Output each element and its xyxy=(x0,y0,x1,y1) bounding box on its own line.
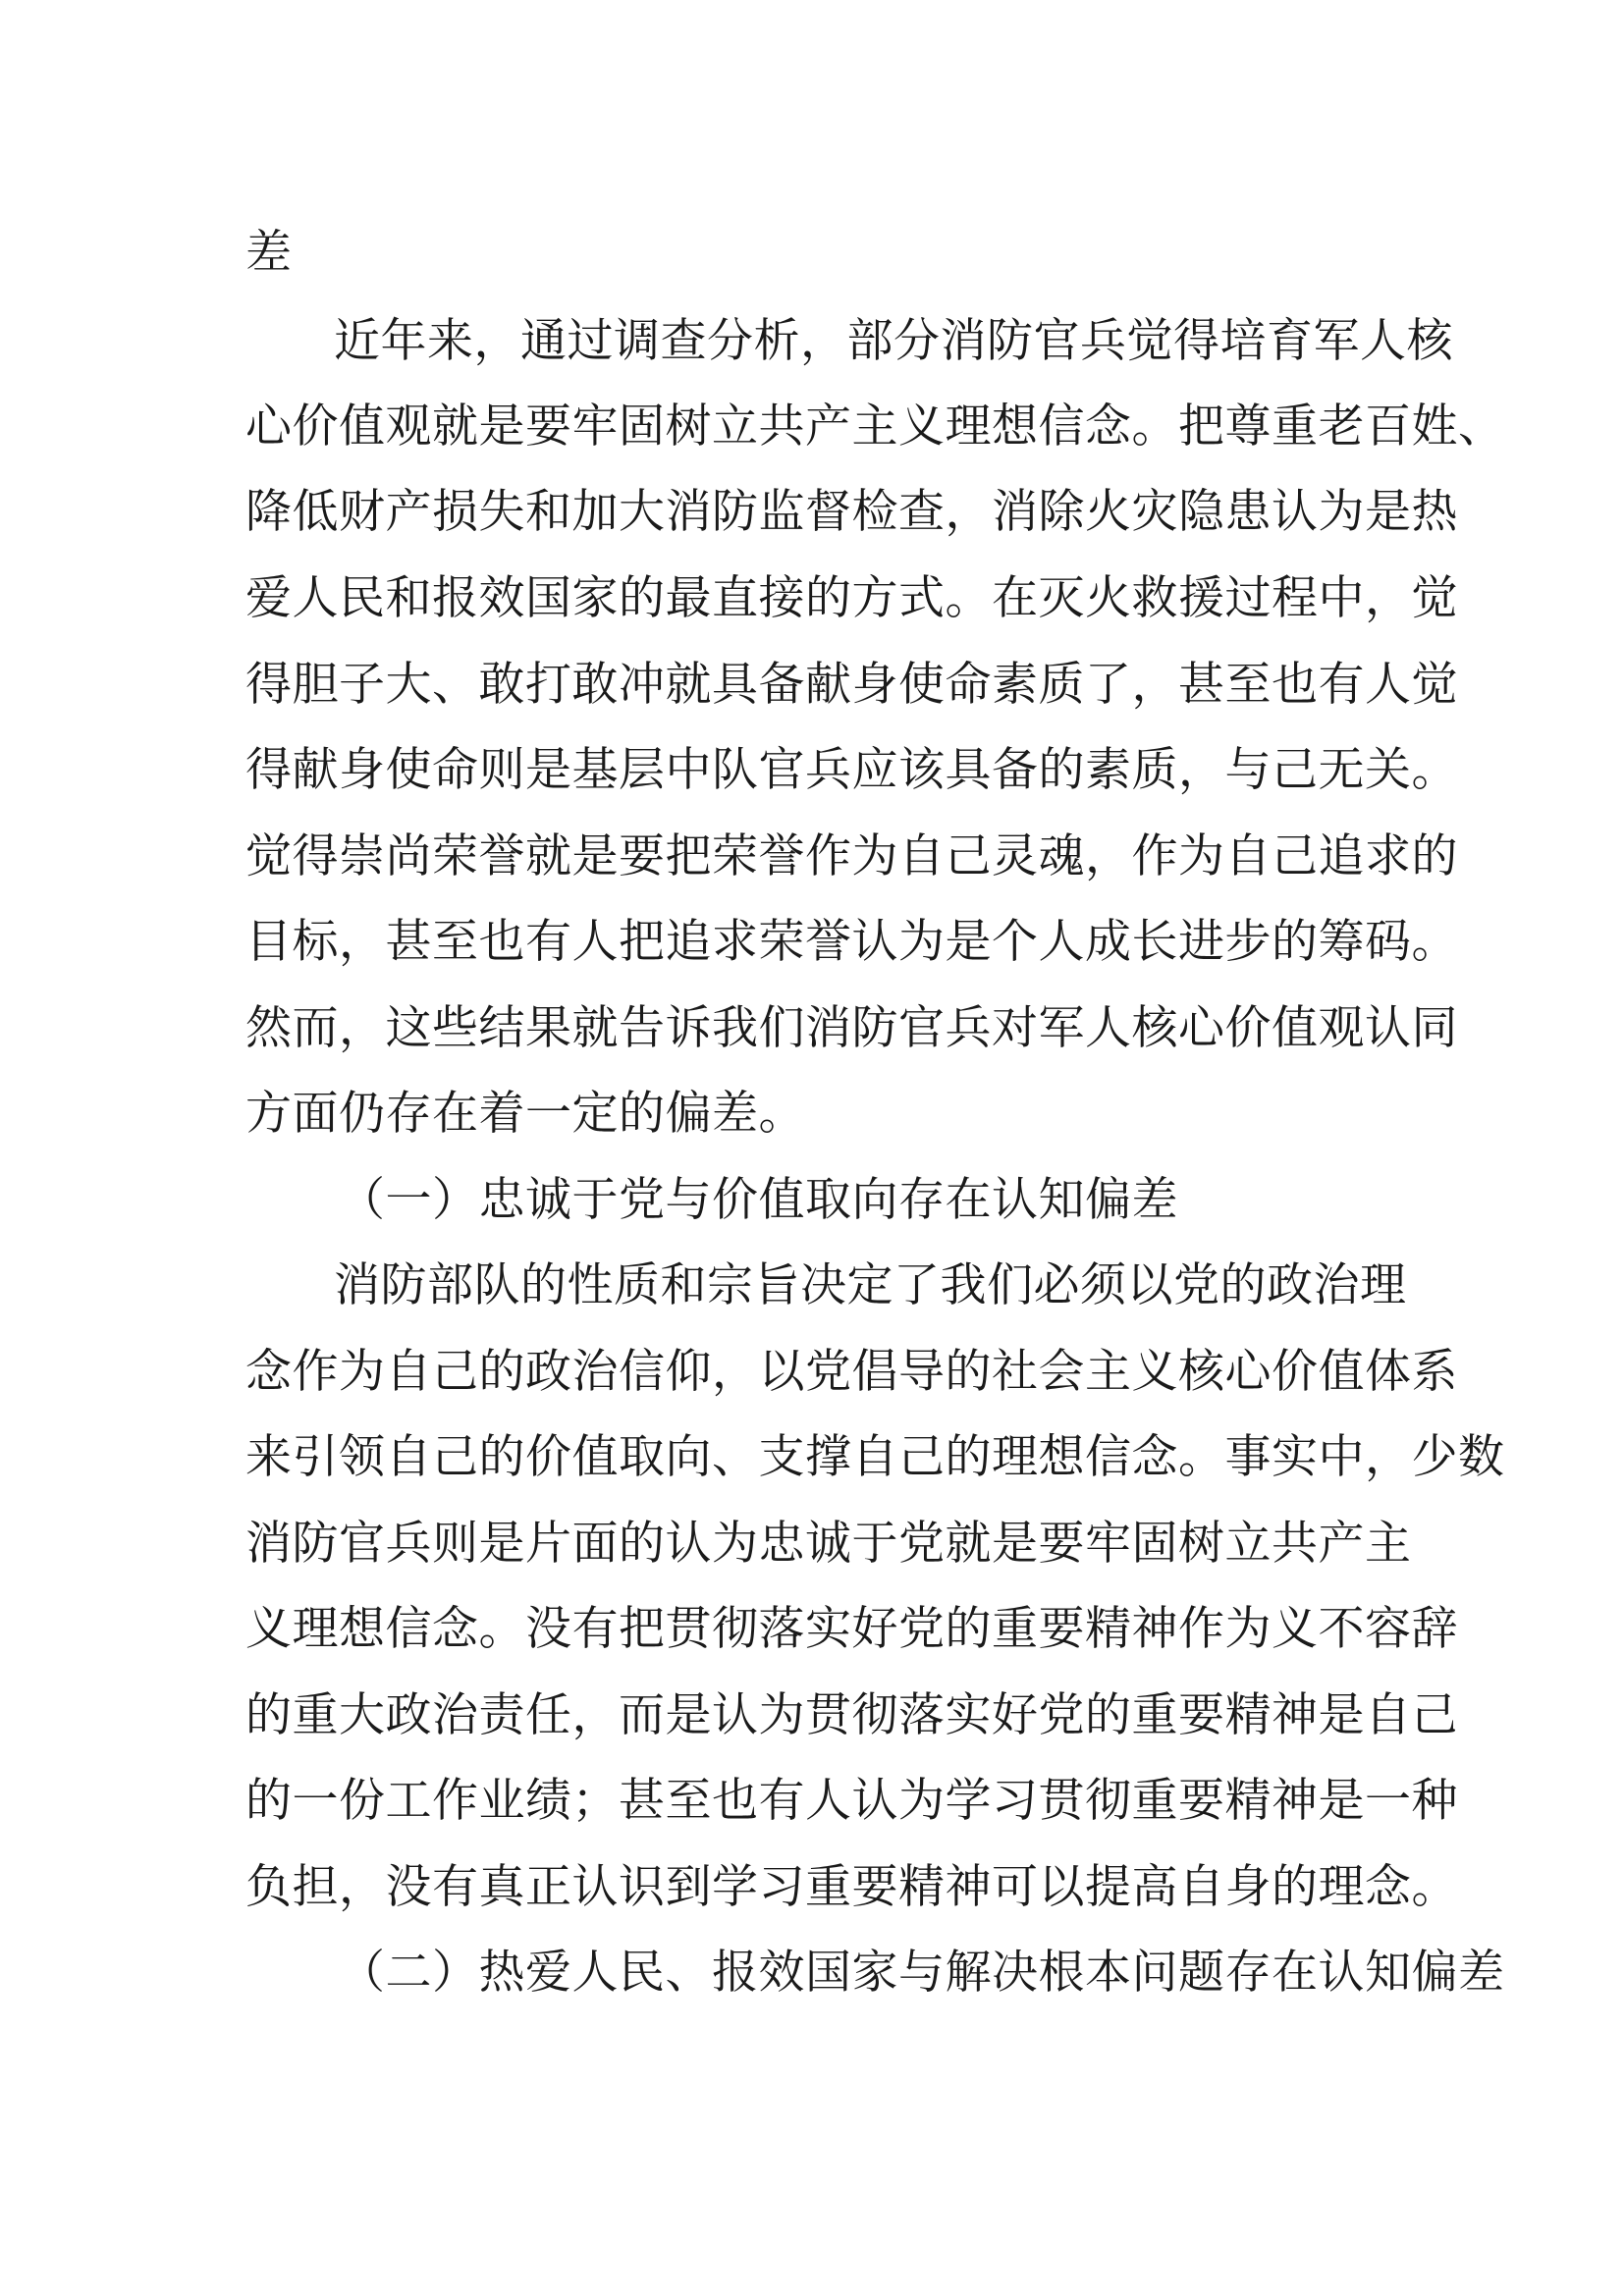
text-line: 来引领自己的价值取向、支撑自己的理想信念。事实中，少数 xyxy=(245,1430,1505,1484)
text-line: 降低财产损失和加大消防监督检查，消除火灾隐患认为是热 xyxy=(245,485,1458,539)
text-line: 觉得崇尚荣誉就是要把荣誉作为自己灵魂，作为自己追求的 xyxy=(245,829,1458,883)
text-line: 的重大政治责任，而是认为贯彻落实好党的重要精神是自己 xyxy=(245,1688,1458,1742)
text-line: 得胆子大、敢打敢冲就具备献身使命素质了，甚至也有人觉 xyxy=(245,658,1458,712)
section-heading-1: （一）忠诚于党与价值取向存在认知偏差 xyxy=(339,1173,1178,1227)
section-heading-2: （二）热爱人民、报效国家与解决根本问题存在认知偏差 xyxy=(339,1946,1505,2000)
text-line: 心价值观就是要牢固树立共产主义理想信念。把尊重老百姓、 xyxy=(245,400,1505,454)
paragraph-start: 消防部队的性质和宗旨决定了我们必须以党的政治理 xyxy=(334,1258,1407,1312)
text-line: 念作为自己的政治信仰，以党倡导的社会主义核心价值体系 xyxy=(245,1345,1458,1399)
text-line: 负担，没有真正认识到学习重要精神可以提高自身的理念。 xyxy=(245,1860,1458,1914)
paragraph-start: 近年来，通过调查分析，部分消防官兵觉得培育军人核 xyxy=(334,314,1453,368)
text-line: 的一份工作业绩；甚至也有人认为学习贯彻重要精神是一种 xyxy=(245,1774,1458,1828)
text-line: 爱人民和报效国家的最直接的方式。在灭火救援过程中，觉 xyxy=(245,571,1458,625)
text-line: 然而，这些结果就告诉我们消防官兵对军人核心价值观认同 xyxy=(245,1001,1458,1055)
text-line: 义理想信念。没有把贯彻落实好党的重要精神作为义不容辞 xyxy=(245,1602,1458,1656)
text-line: 方面仍存在着一定的偏差。 xyxy=(245,1087,805,1141)
text-line: 消防官兵则是片面的认为忠诚于党就是要牢固树立共产主 xyxy=(245,1517,1412,1571)
text-line: 得献身使命则是基层中队官兵应该具备的素质，与己无关。 xyxy=(245,743,1458,797)
text-line: 目标，甚至也有人把追求荣誉认为是个人成长进步的筹码。 xyxy=(245,915,1458,969)
text-line: 差 xyxy=(245,226,293,280)
